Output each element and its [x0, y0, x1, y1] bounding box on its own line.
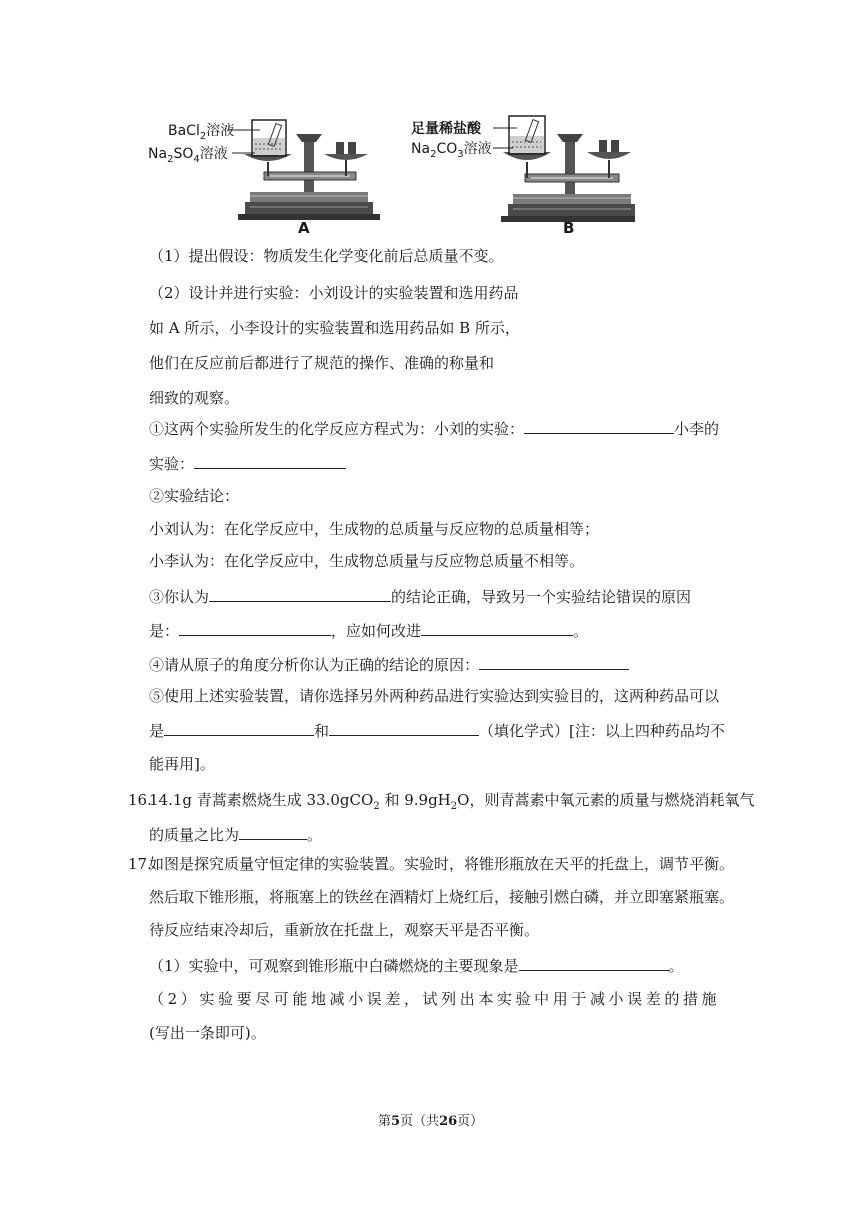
- question-17-part2: （2）实验要尽可能地减小误差，试列出本实验中用于减小误差的措施: [149, 990, 721, 1008]
- line-design-3: 他们在反应前后都进行了规范的操作、准确的称量和: [149, 354, 495, 372]
- figure-a-letter: A: [298, 219, 310, 237]
- question-16-line2: 的质量之比为 。: [149, 823, 322, 845]
- line-reason-improve: 是： ，应如何改进 。: [149, 619, 588, 641]
- line-li-conclusion: 小李认为：在化学反应中，生成物总质量与反应物总质量不相等。: [149, 552, 585, 570]
- label-na2co3-solution: $Na_2CO_3$溶液: [411, 141, 492, 160]
- line-hypothesis: （1）提出假设：物质发生化学变化前后总质量不变。: [149, 247, 504, 265]
- line-reagent-blanks: 是 和 （填化学式）[注：以上四种药品均不: [149, 719, 725, 741]
- blank-phosphorus-phenomenon[interactable]: [519, 954, 669, 971]
- question-17-part2-hint: (写出一条即可)。: [149, 1024, 266, 1042]
- blank-mass-ratio[interactable]: [239, 823, 307, 840]
- line-equation-prompt: ①这两个实验所发生的化学反应方程式为：小刘的实验： 小李的: [149, 417, 719, 439]
- question-17-part1: （1）实验中，可观察到锥形瓶中白磷燃烧的主要现象是 。: [149, 954, 684, 976]
- line-conclusion-heading: ②实验结论：: [149, 487, 240, 505]
- line-design-1: （2）设计并进行实验：小刘设计的实验装置和选用药品: [149, 284, 519, 302]
- question-17-line1: 如图是探究质量守恒定律的实验装置。实验时，将锥形瓶放在天平的托盘上，调节平衡。: [149, 855, 735, 873]
- line-design-4: 细致的观察。: [149, 389, 240, 407]
- line-other-reagents: ⑤使用上述实验装置，请你选择另外两种药品进行实验达到实验目的，这两种药品可以: [149, 687, 720, 705]
- blank-correct-conclusion[interactable]: [209, 585, 391, 602]
- figure-a: [148, 108, 390, 238]
- blank-li-equation[interactable]: [194, 452, 346, 469]
- label-na2so4-solution: $Na_2SO_4$溶液: [148, 146, 228, 165]
- blank-reagent-1[interactable]: [164, 719, 314, 736]
- question-16-number: 16.: [128, 791, 152, 809]
- blank-atomic-reason[interactable]: [479, 653, 629, 670]
- question-16-line1: 14.1g 青蒿素燃烧生成 33.0gCO$_2$ 和 $9.9gH_2O$，则青蒿素中氧元素的质量与燃烧消耗氧气: [149, 791, 755, 812]
- question-17-number: 17.: [128, 855, 152, 873]
- line-design-2: 如 A 所示，小李设计的实验装置和选用药品如 B 所示，: [149, 319, 520, 337]
- line-atomic-analysis: ④请从原子的角度分析你认为正确的结论的原因：: [149, 653, 629, 675]
- page-footer: 第5页（共26页）: [378, 1114, 484, 1129]
- line-liu-conclusion: 小刘认为：在化学反应中，生成物的总质量与反应物的总质量相等；: [149, 520, 600, 538]
- figure-b: [405, 110, 635, 240]
- line-note-end: 能再用]。: [149, 755, 215, 773]
- label-dilute-hcl: 足量稀盐酸: [411, 121, 481, 137]
- blank-reagent-2[interactable]: [329, 719, 479, 736]
- line-equation-li: 实验：: [149, 452, 346, 474]
- question-17-line2: 然后取下锥形瓶，将瓶塞上的铁丝在酒精灯上烧红后，接触引燃白磷，并立即塞紧瓶塞。: [149, 888, 735, 906]
- label-bacl2-solution: BaCl$_2$溶液: [168, 123, 235, 142]
- line-which-correct: ③你认为 的结论正确，导致另一个实验结论错误的原因: [149, 585, 691, 607]
- footer-page-number: 5: [391, 1114, 401, 1129]
- footer-total-pages: 26: [439, 1114, 458, 1129]
- blank-error-reason[interactable]: [179, 619, 331, 636]
- blank-liu-equation[interactable]: [524, 417, 674, 434]
- question-17-line3: 待反应结束冷却后，重新放在托盘上，观察天平是否平衡。: [149, 921, 540, 939]
- blank-improvement[interactable]: [421, 619, 573, 636]
- figure-b-letter: B: [563, 219, 575, 237]
